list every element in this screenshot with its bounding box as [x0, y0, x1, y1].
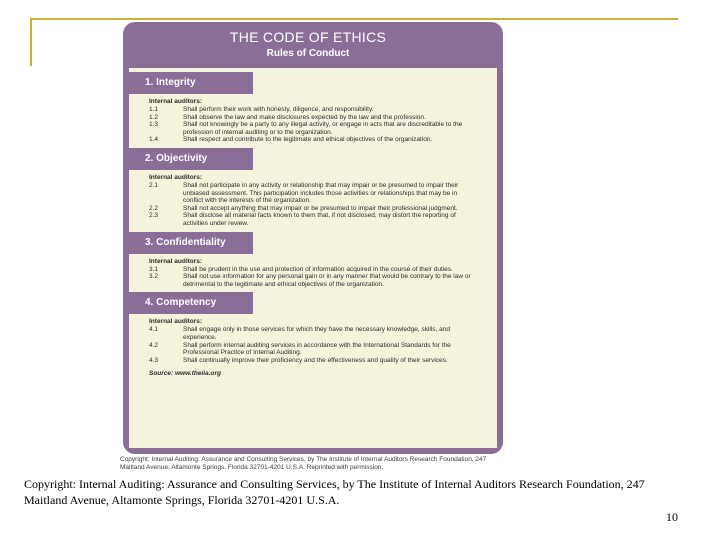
rule-text: Shall perform their work with honesty, diligence, and responsibility.	[183, 106, 374, 113]
rule-text: Shall perform internal auditing services in accordance with the International Standards for the Professional Practice of Internal Auditing.	[183, 341, 451, 357]
top-border-line	[30, 18, 678, 20]
rule-text: Shall not participate in any activity or relationship that may impair or be presumed to impair their unbiased assessment. This participation includes those activities or relationships that may be in conflict with the interests of the organization.	[183, 181, 459, 205]
section-heading: 2. Objectivity	[129, 148, 253, 170]
rule-section	[129, 148, 497, 228]
card-title: THE CODE OF ETHICS	[229, 29, 387, 45]
code-of-ethics-card	[123, 22, 503, 454]
rule-number: 2.2	[149, 204, 159, 212]
rule-text: Shall observe the law and make disclosures expected by the law and the profession.	[183, 113, 426, 121]
rule-number: 2.3	[149, 212, 159, 220]
rule-section	[129, 72, 497, 144]
rule-text: Shall be prudent in the use and protection of information acquired in the course of their duties.	[183, 265, 453, 273]
rule-text: Shall respect and contribute to the legitimate and ethical objectives of the organization.	[183, 136, 433, 144]
rule-section	[129, 232, 497, 289]
rule-item	[129, 121, 497, 136]
rule-item	[129, 136, 497, 144]
rule-item	[129, 326, 497, 341]
slide-copyright: Copyright: Internal Auditing: Assurance and Consulting Services, by The Institute of Internal Auditors Research Foundation, 247 Maitland Avenue, Altamonte Springs, Florida 32701-4201 U.S.A.	[24, 477, 645, 507]
rule-number: 4.3	[149, 356, 159, 364]
rule-text: Shall engage only in those services for which they have the necessary knowledge, skills, and experience.	[183, 326, 451, 341]
rule-item	[129, 357, 497, 365]
section-lead: Internal auditors:	[149, 257, 203, 265]
rule-item	[129, 342, 497, 357]
section-heading: 3. Confidentiality	[129, 232, 253, 254]
rule-number: 1.4	[149, 136, 159, 144]
rule-number: 4.1	[149, 326, 159, 334]
rule-item	[129, 182, 497, 205]
section-lead: Internal auditors:	[149, 173, 203, 181]
source-line: Source: www.theiia.org	[149, 370, 221, 378]
section-lead: Internal auditors:	[149, 318, 203, 326]
rule-number: 2.1	[149, 181, 159, 189]
rule-number: 1.2	[149, 113, 159, 121]
rule-text: Shall disclose all material facts known to them that, if not disclosed, may distort the reporting of activities under review.	[183, 212, 456, 227]
left-border-line	[30, 18, 32, 66]
rule-number: 3.2	[149, 273, 159, 281]
card-copyright: Copyright: Internal Auditing: Assurance and Consulting Services, by The Institute of Internal Auditors Research Foundation, 247 Maitland Avenue, Altamonte Springs, Florida 32701-4201 U.S.A. Reprinted with permission.	[120, 456, 487, 471]
rule-item	[129, 273, 497, 288]
rule-item	[129, 266, 497, 274]
rule-item	[129, 212, 497, 227]
rule-text: Shall continually improve their proficiency and the effectiveness and quality of their services.	[183, 356, 448, 364]
card-header	[123, 22, 503, 66]
section-lead: Internal auditors:	[149, 98, 203, 105]
rule-item	[129, 106, 497, 114]
rule-section	[129, 292, 497, 364]
rule-number: 3.1	[149, 265, 159, 273]
card-subtitle: Rules of Conduct	[266, 48, 350, 59]
page-number: 10	[666, 510, 678, 524]
rule-text: Shall not use information for any personal gain or in any manner that would be contrary to the law or detrimental to the legitimate and ethical objectives of the organization.	[183, 273, 471, 288]
section-heading: 4. Competency	[129, 292, 253, 314]
rule-number: 1.1	[149, 106, 159, 113]
rule-text: Shall not knowingly be a party to any illegal activity, or engage in acts that are discreditable to the profession of internal auditing or to the organization.	[183, 121, 463, 136]
rule-number: 4.2	[149, 341, 159, 349]
rule-number: 1.3	[149, 121, 159, 129]
rule-item	[129, 205, 497, 213]
rule-text: Shall not accept anything that may impair or be presumed to impair their professional judgment.	[183, 204, 458, 212]
rules-panel	[129, 68, 497, 448]
section-heading: 1. Integrity	[129, 72, 253, 94]
rule-item	[129, 114, 497, 122]
